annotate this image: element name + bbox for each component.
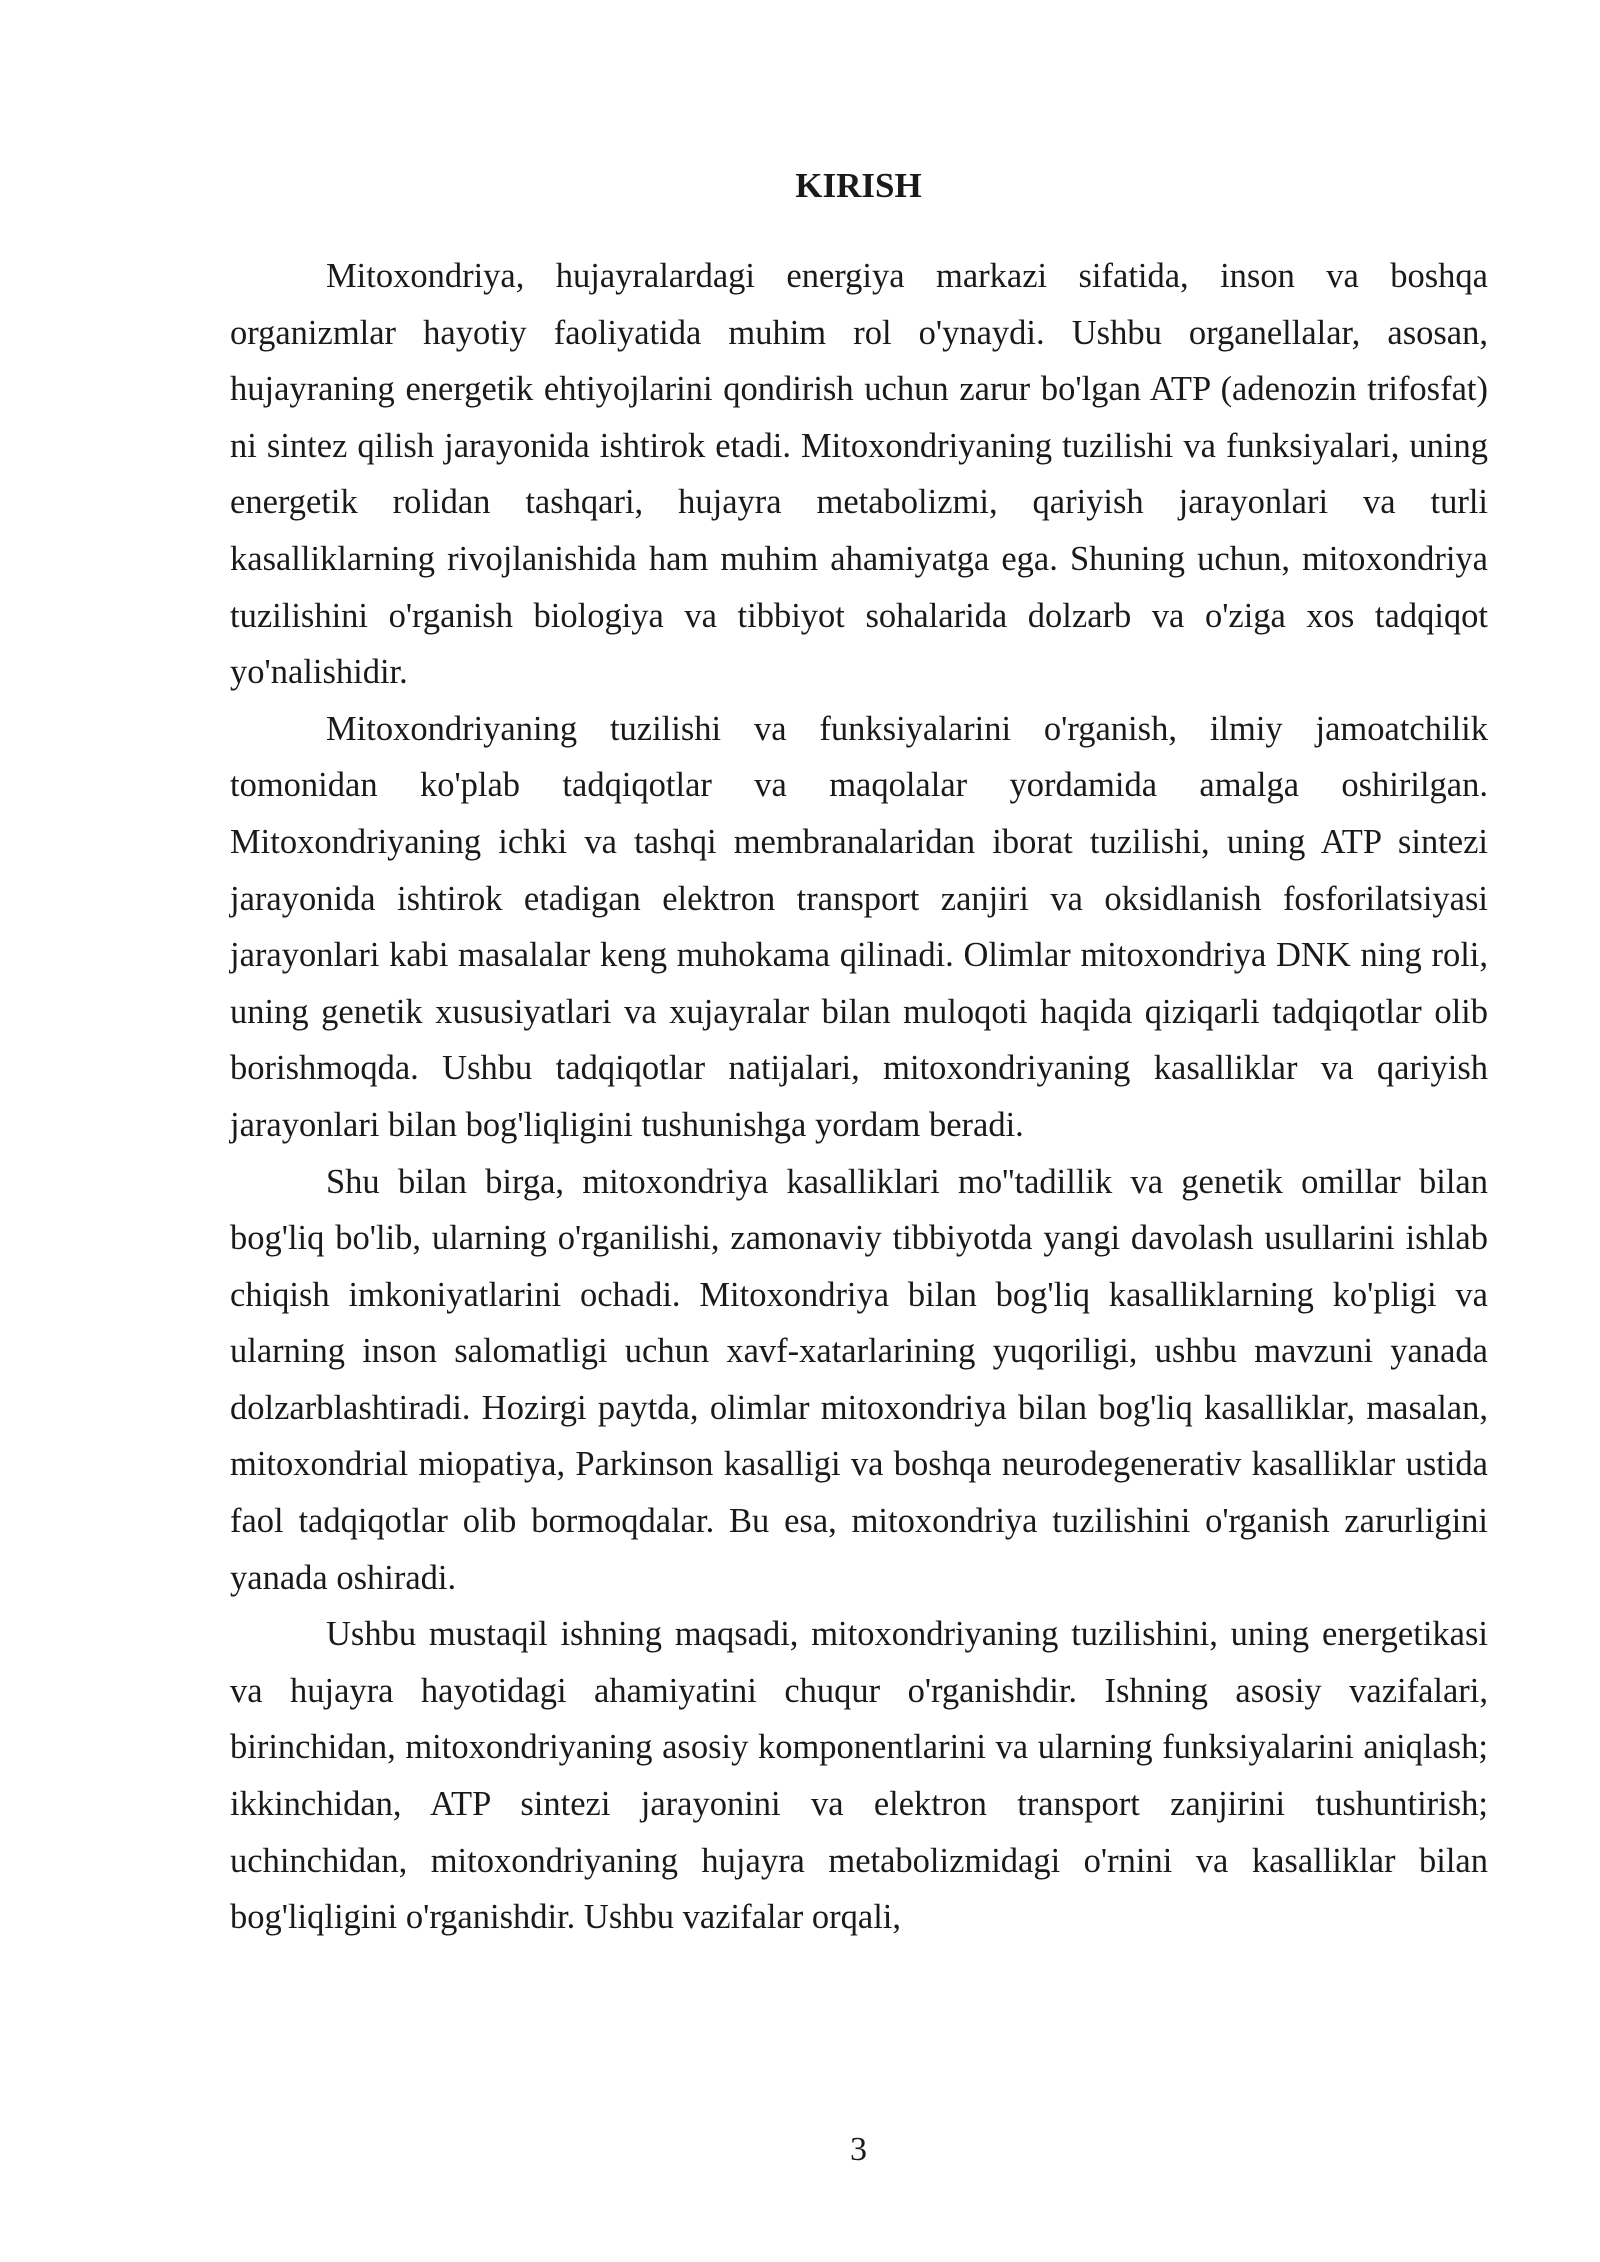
paragraph-2: Mitoxondriyaning tuzilishi va funksiyalarini o'rganish, ilmiy jamoatchilik tomonidan ko'plab tadqiqotlar va maqolalar yordamida amalga oshirilgan. Mitoxondriyaning ichki va tashqi membranalaridan iborat tuzilishi, uning ATP sintezi jarayonida ishtirok etadigan elektron transport zanjiri va oksidlanish fosforilatsiyasi jarayonlari kabi masalalar keng muhokama qilinadi. Olimlar mitoxondriya DNK ning roli, uning genetik xususiyatlari va xujayralar bilan muloqoti haqida qiziqarli tadqiqotlar olib borishmoqda. Ushbu tadqiqotlar natijalari, mitoxondriyaning kasalliklar va qariyish jarayonlari bilan bog'liqligini tushunishga yordam beradi. — [230, 709, 1488, 1144]
section-title: KIRISH — [795, 166, 922, 205]
paragraph-4: Ushbu mustaqil ishning maqsadi, mitoxondriyaning tuzilishini, uning energetikasi va hujayra hayotidagi ahamiyatini chuqur o'rganishdir. Ishning asosiy vazifalari, birinchidan, mitoxondriyaning asosiy komponentlarini va ularning funksiyalarini aniqlash; ikkinchidan, ATP sintezi jarayonini va elektron transport zanjirini tushuntirish; uchinchidan, mitoxondriyaning hujayra metabolizmidagi o'rnini va kasalliklar bilan bog'liqligini o'rganishdir. Ushbu vazifalar orqali, — [230, 1615, 1488, 1937]
paragraph-1: Mitoxondriya, hujayralardagi energiya markazi sifatida, inson va boshqa organizmlar hayotiy faoliyatida muhim rol o'ynaydi. Ushbu organellalar, asosan, hujayraning energetik ehtiyojlarini qondirish uchun zarur bo'lgan ATP (adenozin trifosfat) ni sintez qilish jarayonida ishtirok etadi. Mitoxondriyaning tuzilishi va funksiyalari, uning energetik rolidan tashqari, hujayra metabolizmi, qariyish jarayonlari va turli kasalliklarning rivojlanishida ham muhim ahamiyatga ega. Shuning uchun, mitoxondriya tuzilishini o'rganish biologiya va tibbiyot sohalarida dolzarb va o'ziga xos tadqiqot yo'nalishidir. — [230, 257, 1488, 692]
paragraph-3: Shu bilan birga, mitoxondriya kasalliklari mo''tadillik va genetik omillar bilan bog'liq bo'lib, ularning o'rganilishi, zamonaviy tibbiyotda yangi davolash usullarini ishlab chiqish imkoniyatlarini ochadi. Mitoxondriya bilan bog'liq kasalliklarning ko'pligi va ularning inson salomatligi uchun xavf-xatarlarining yuqoriligi, ushbu mavzuni yanada dolzarblashtiradi. Hozirgi paytda, olimlar mitoxondriya bilan bog'liq kasalliklar, masalan, mitoxondrial miopatiya, Parkinson kasalligi va boshqa neurodegenerativ kasalliklar ustida faol tadqiqotlar olib bormoqdalar. Bu esa, mitoxondriya tuzilishini o'rganish zarurligini yanada oshiradi. — [230, 1162, 1488, 1597]
page-number: 3 — [850, 2131, 867, 2168]
body-text — [230, 248, 1488, 1946]
